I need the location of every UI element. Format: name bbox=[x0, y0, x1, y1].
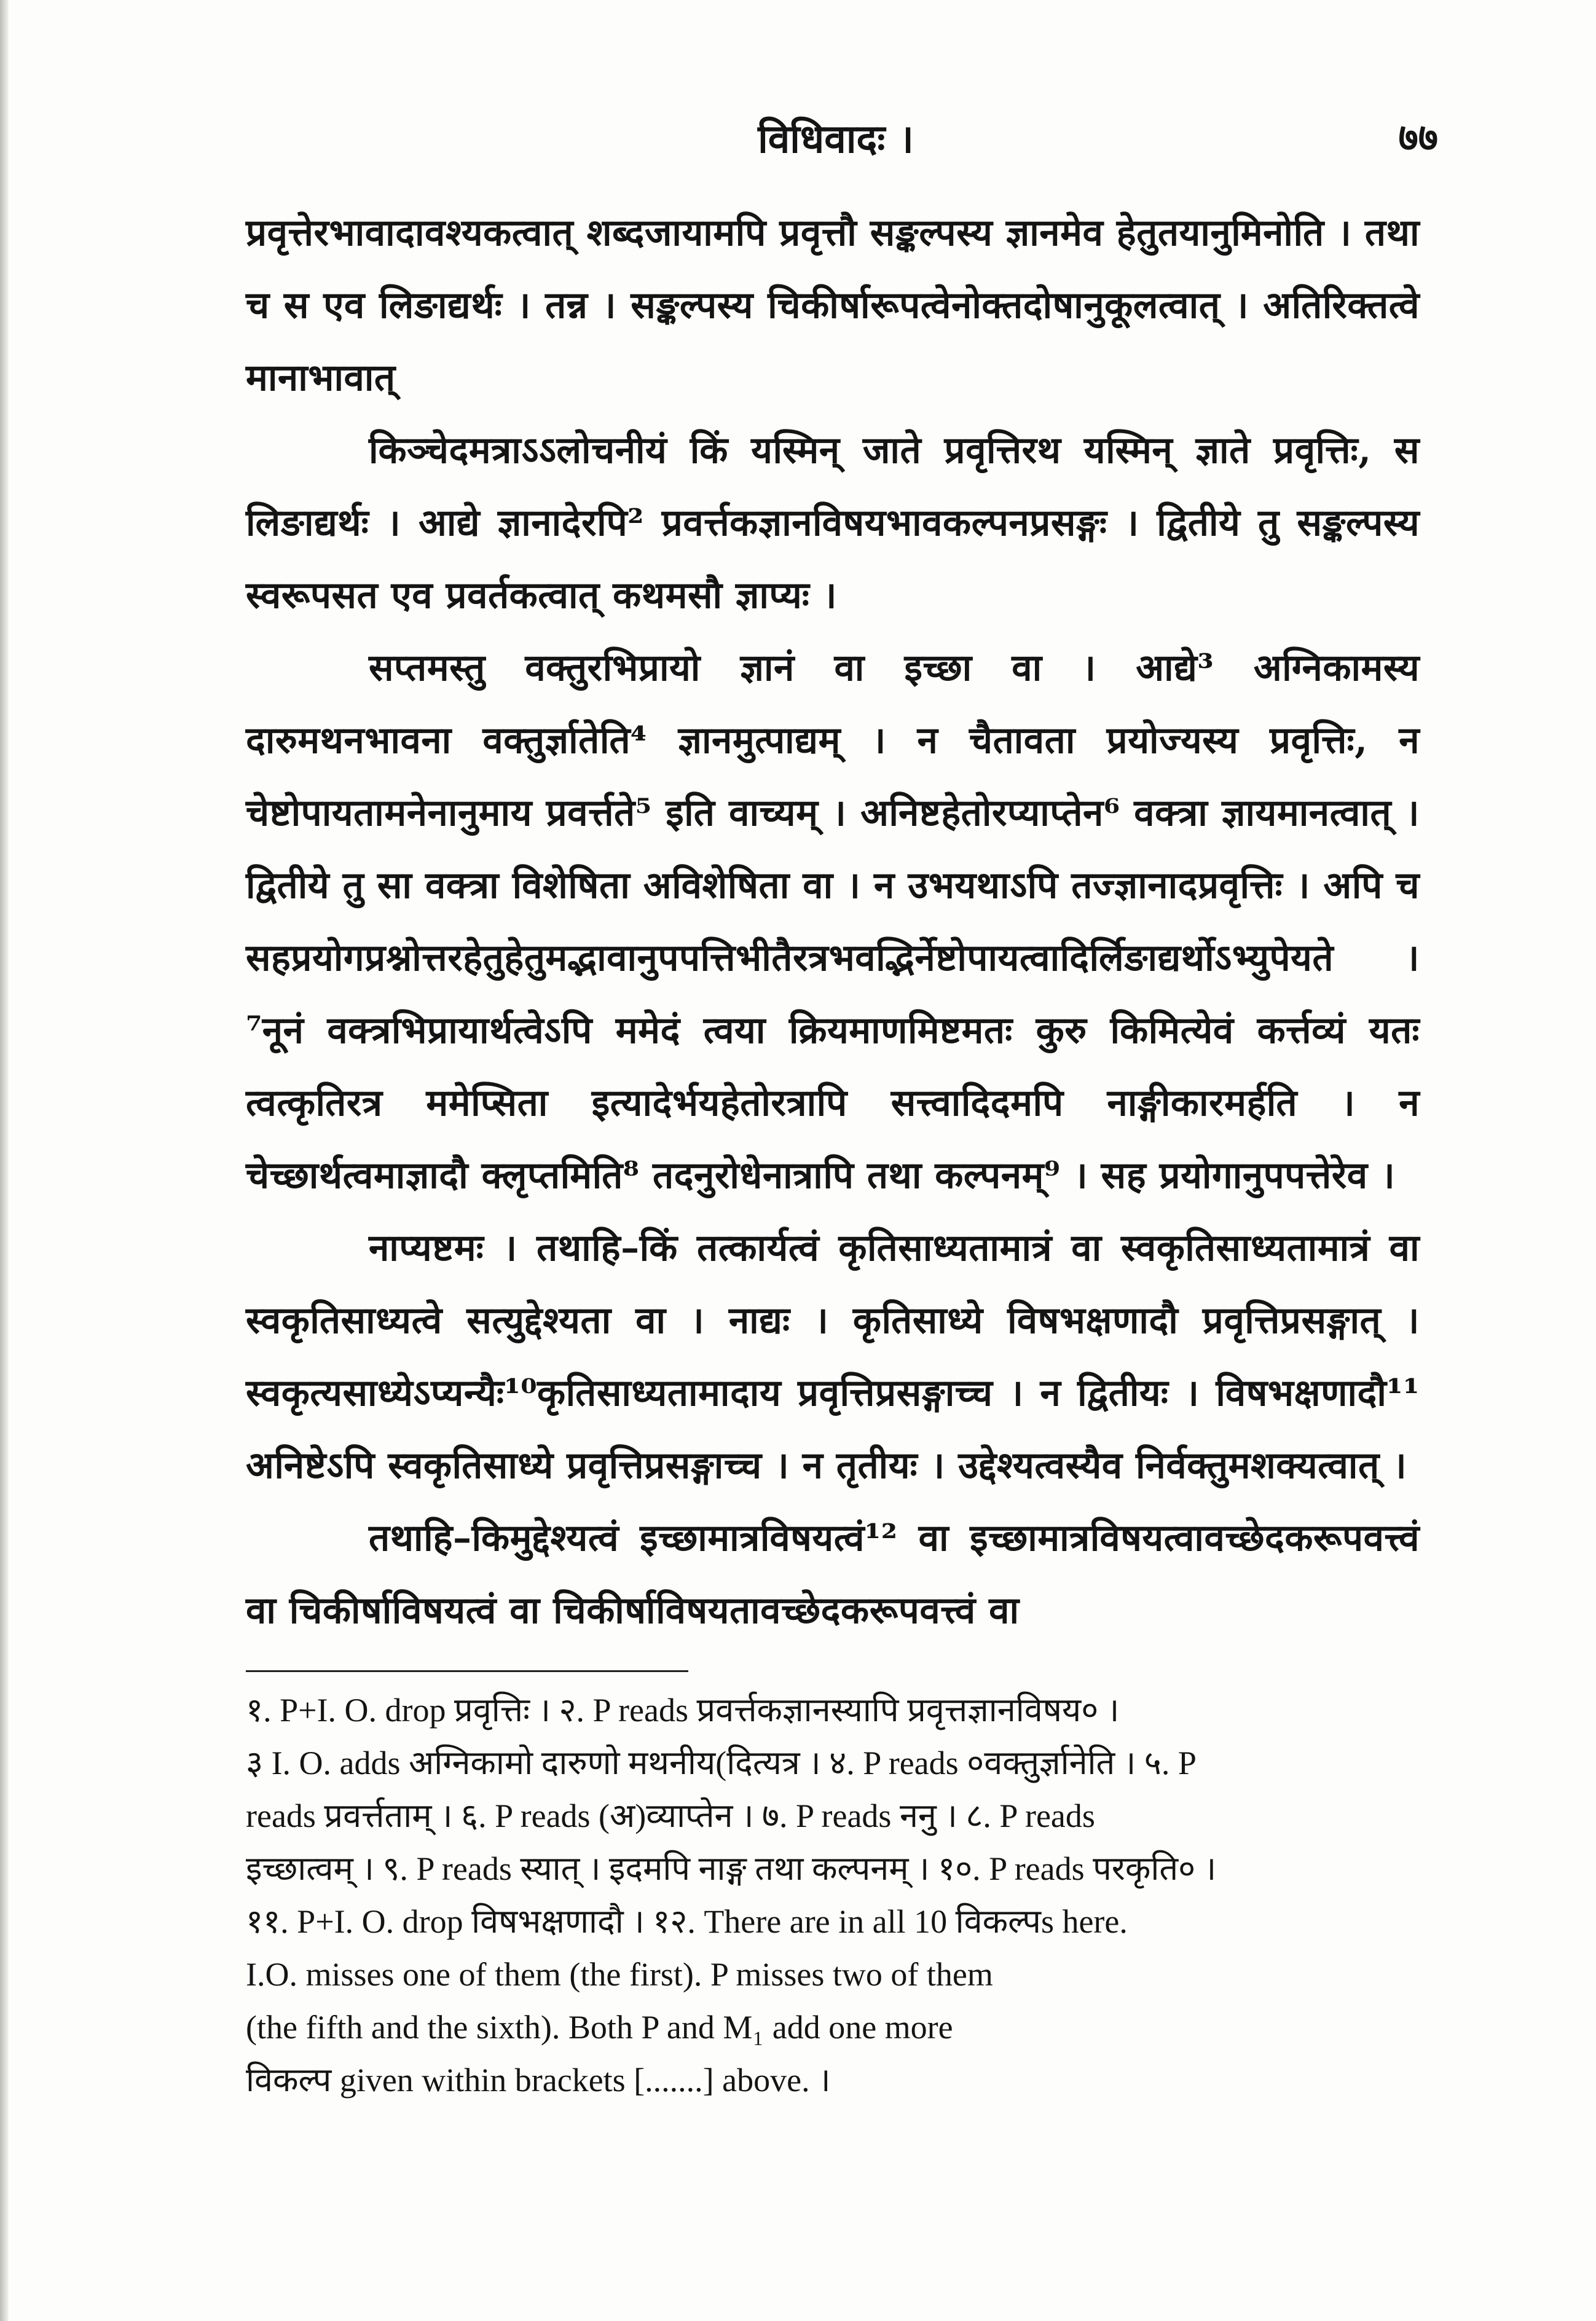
footnotes bbox=[246, 1684, 1420, 2107]
footnote-line: I.O. misses one of them (the first). P misses two of them bbox=[246, 1956, 993, 1993]
paragraph: नाप्यष्टमः । तथाहि–किं तत्कार्यत्वं कृतिसाध्यतामात्रं वा स्वकृतिसाध्यतामात्रं वा स्वकृतिसाध्यत्वे सत्युद्देश्यता वा । नाद्यः । कृतिसाध्ये विषभक्षणादौ प्रवृत्तिप्रसङ्गात् । स्वकृत्यसाध्येऽप्यन्यैः¹⁰कृतिसाध्यतामादाय प्रवृत्तिप्रसङ्गाच्च । न द्वितीयः । विषभक्षणादौ¹¹ अनिष्टेऽपि स्वकृतिसाध्ये प्रवृत्तिप्रसङ्गाच्च । न तृतीयः । उद्देश्यत्वस्यैव निर्वक्तुमशक्यत्वात् । bbox=[246, 1227, 1420, 1487]
page-header bbox=[234, 104, 1438, 166]
running-title: विधिवादः । bbox=[758, 116, 914, 162]
footnote-line: १. P+I. O. drop प्रवृत्तिः । २. P reads प्रवर्त्तकज्ञानस्यापि प्रवृत्तज्ञानविषय० । bbox=[246, 1692, 1120, 1729]
footnote-divider bbox=[246, 1670, 688, 1672]
scan-binding-edge bbox=[0, 0, 9, 2321]
paragraph: तथाहि–किमुद्देश्यत्वं इच्छामात्रविषयत्वं¹² वा इच्छामात्रविषयत्वावच्छेदकरूपवत्त्वं वा चिकीर्षाविषयत्वं वा चिकीर्षाविषयतावच्छेदकरूपवत्त्वं वा bbox=[246, 1517, 1420, 1632]
footnote-line: reads प्रवर्त्तताम् । ६. P reads (अ)व्याप्तेन । ७. P reads ननु । ८. P reads bbox=[246, 1797, 1095, 1834]
footnote-line: इच्छात्वम् । ९. P reads स्यात् । इदमपि नाङ्ग तथा कल्पनम् । १०. P reads परकृति० । bbox=[246, 1850, 1217, 1887]
main-text bbox=[246, 197, 1420, 1647]
footnote-line: (the fifth and the sixth). Both P and M₁ add one more bbox=[246, 2009, 953, 2046]
footnote-line: ३ I. O. adds अग्निकामो दारुणो मथनीय(दित्यत्र । ४. P reads ०वक्तुर्ज्ञानेति । ५. P bbox=[246, 1745, 1197, 1781]
paragraph: प्रवृत्तेरभावादावश्यकत्वात् शब्दजायामपि प्रवृत्तौ सङ्कल्पस्य ज्ञानमेव हेतुतयानुमिनोति । तथा च स एव लिङाद्यर्थः । तन्न । सङ्कल्पस्य चिकीर्षारूपत्वेनोक्तदोषानुकूलत्वात् । अतिरिक्तत्वे मानाभावात् bbox=[246, 211, 1420, 399]
paragraph: सप्तमस्तु वक्तुरभिप्रायो ज्ञानं वा इच्छा वा । आद्ये³ अग्निकामस्य दारुमथनभावना वक्तुर्ज्ञातेति⁴ ज्ञानमुत्पाद्यम् । न चैतावता प्रयोज्यस्य प्रवृत्तिः, न चेष्टोपायतामनेनानुमाय प्रवर्त्तते⁵ इति वाच्यम् । अनिष्टहेतोरप्याप्तेन⁶ वक्त्रा ज्ञायमानत्वात् । द्वितीये तु सा वक्त्रा विशेषिता अविशेषिता वा । न उभयथाऽपि तज्ज्ञानादप्रवृत्तिः । अपि च सहप्रयोगप्रश्नोत्तरहेतुहेतुमद्भावानुपपत्तिभीतैरत्रभवद्भिर्नेष्टोपायत्वादिर्लिङाद्यर्थोऽभ्युपेयते । ⁷नूनं वक्त्रभिप्रायार्थत्वेऽपि ममेदं त्वया क्रियमाणमिष्टमतः कुरु किमित्येवं कर्त्तव्यं यतः त्वत्कृतिरत्र ममेप्सिता इत्यादेर्भयहेतोरत्रापि सत्त्वादिदमपि नाङ्गीकारमर्हति । न चेच्छार्थत्वमाज्ञादौ क्लृप्तमिति⁸ तदनुरोधेनात्रापि तथा कल्पनम्⁹ । सह प्रयोगानुपपत्तेरेव । bbox=[246, 646, 1420, 1197]
paragraph: किञ्चेदमत्राऽऽलोचनीयं किं यस्मिन् जाते प्रवृत्तिरथ यस्मिन् ज्ञाते प्रवृत्तिः, स लिङाद्यर्थः । आद्ये ज्ञानादेरपि² प्रवर्त्तकज्ञानविषयभावकल्पनप्रसङ्गः । द्वितीये तु सङ्कल्पस्य स्वरूपसत एव प्रवर्तकत्वात् कथमसौ ज्ञाप्यः । bbox=[246, 429, 1420, 617]
page-number: ७७ bbox=[1398, 115, 1438, 160]
footnote-line: विकल्प given within brackets [.......] above. । bbox=[246, 2062, 831, 2099]
footnote-line: ११. P+I. O. drop विषभक्षणादौ । १२. There are in all 10 विकल्पs here. bbox=[246, 1903, 1128, 1940]
